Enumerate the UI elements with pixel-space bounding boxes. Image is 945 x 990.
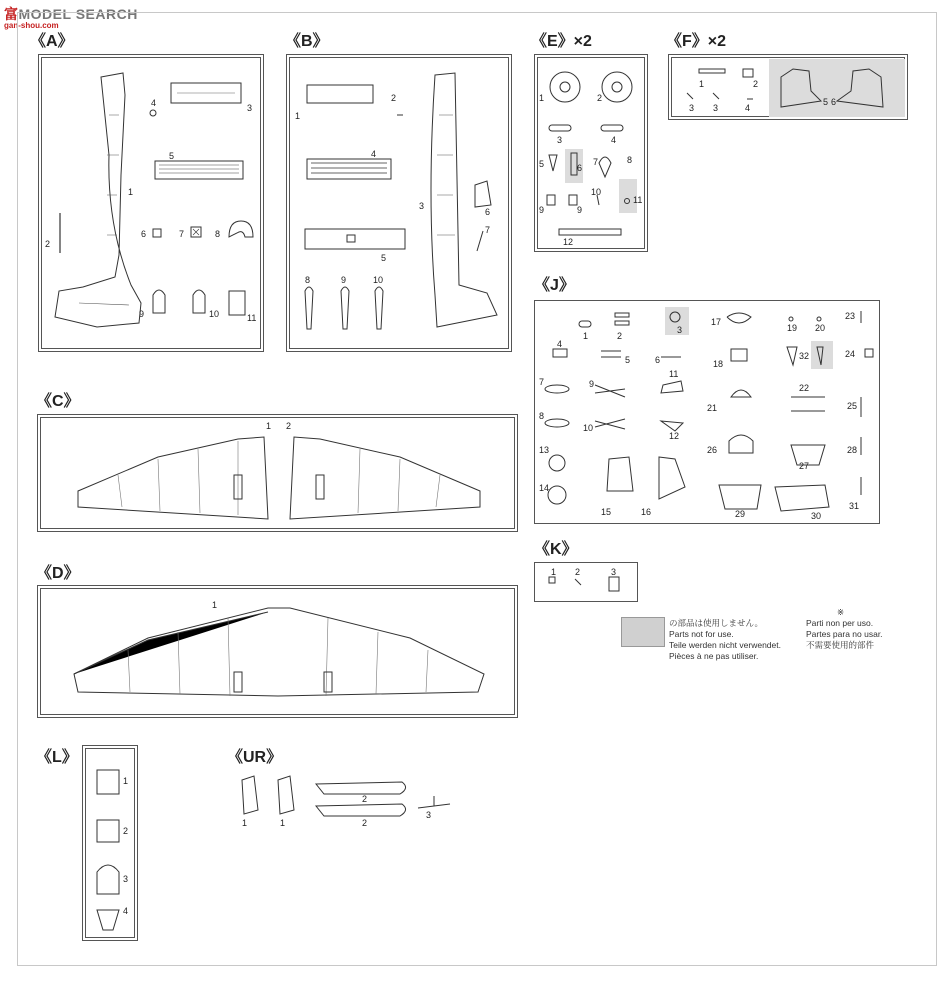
sprue-ur (230, 770, 460, 836)
part-num-j21: 21 (707, 403, 718, 413)
part-num-j1: 1 (583, 331, 589, 341)
part-num-b2: 2 (391, 93, 397, 103)
legend-line-it: Parti non per uso. (806, 618, 874, 628)
sprue-f-parts (669, 55, 909, 121)
part-num-j16: 16 (641, 507, 652, 517)
part-num-a11: 11 (247, 313, 257, 323)
part-num-j29: 29 (735, 509, 746, 519)
part-num-j9: 9 (589, 379, 595, 389)
label-sprue-e: 《E》×2 (531, 33, 592, 50)
part-num-e1: 1 (539, 93, 545, 103)
part-num-j11: 11 (669, 369, 679, 379)
legend-line-de: Teile werden nicht verwendet. (669, 640, 781, 650)
label-sprue-j: 《J》 (534, 277, 575, 294)
part-num-c2: 2 (286, 421, 292, 431)
label-sprue-l: 《L》 (36, 749, 78, 766)
part-num-j8: 8 (539, 411, 545, 421)
part-num-k3: 3 (611, 567, 617, 577)
sprue-f (668, 54, 908, 120)
legend-line-ja: の部品は使用しません。 (669, 618, 764, 628)
part-num-j19: 19 (787, 323, 798, 333)
part-num-a3: 3 (247, 103, 253, 113)
sprue-a (38, 54, 264, 352)
part-num-j20: 20 (815, 323, 826, 333)
sprue-c-parts (38, 415, 519, 533)
part-num-b1: 1 (295, 111, 301, 121)
part-num-f4: 4 (745, 103, 751, 113)
label-sprue-d: 《D》 (36, 565, 80, 582)
legend-line-es: Partes para no usar. (806, 629, 883, 639)
part-num-l2: 2 (123, 826, 129, 836)
part-num-f6: 6 (831, 97, 837, 107)
sprue-d-parts (38, 586, 519, 719)
part-num-b10: 10 (373, 275, 384, 285)
legend-line-zh: 不需要使用的部件 (806, 640, 875, 650)
part-num-l3: 3 (123, 874, 129, 884)
part-num-j7: 7 (539, 377, 545, 387)
part-num-l4: 4 (123, 906, 129, 916)
part-num-e2: 2 (597, 93, 603, 103)
part-num-f1: 1 (699, 79, 705, 89)
part-num-j32: 32 (799, 351, 810, 361)
part-num-e12: 12 (563, 237, 574, 247)
part-num-k2: 2 (575, 567, 581, 577)
part-num-e4: 4 (611, 135, 617, 145)
part-num-e10: 10 (591, 187, 602, 197)
unused-parts-swatch (621, 617, 665, 647)
part-num-e11: 11 (633, 195, 643, 205)
part-num-j2: 2 (617, 331, 623, 341)
part-num-ur2b: 2 (362, 818, 368, 828)
part-num-j6: 6 (655, 355, 661, 365)
part-num-j5: 5 (625, 355, 631, 365)
part-num-a1: 1 (128, 187, 134, 197)
part-num-j27: 27 (799, 461, 810, 471)
label-sprue-c: 《C》 (36, 393, 80, 410)
sprue-b (286, 54, 512, 352)
part-num-ur2a: 2 (362, 794, 368, 804)
part-num-a2: 2 (45, 239, 51, 249)
part-num-f2: 2 (753, 79, 759, 89)
sprue-b-parts (287, 55, 513, 353)
part-num-a5: 5 (169, 151, 175, 161)
part-num-j30: 30 (811, 511, 822, 521)
part-num-j31: 31 (849, 501, 860, 511)
legend-line-en: Parts not for use. (669, 629, 734, 639)
part-num-f5: 5 (823, 97, 829, 107)
sprue-l (82, 745, 138, 941)
sprue-j (534, 300, 880, 524)
part-num-e3: 3 (557, 135, 563, 145)
part-num-e9b: 9 (577, 205, 583, 215)
legend-line-fr: Pièces à ne pas utiliser. (669, 651, 759, 661)
sprue-l-parts (83, 746, 139, 942)
part-num-j26: 26 (707, 445, 718, 455)
part-num-e5: 5 (539, 159, 545, 169)
part-num-e7: 7 (593, 157, 599, 167)
part-num-ur3: 3 (426, 810, 432, 820)
part-num-c1: 1 (266, 421, 272, 431)
part-num-ur1a: 1 (242, 818, 248, 828)
part-num-k1: 1 (551, 567, 557, 577)
sprue-e (534, 54, 648, 252)
part-num-b4: 4 (371, 149, 377, 159)
label-sprue-ur: 《UR》 (227, 749, 283, 766)
label-sprue-f: 《F》×2 (666, 33, 727, 50)
part-num-e6: 6 (577, 163, 583, 173)
part-num-b9: 9 (341, 275, 347, 285)
part-num-j15: 15 (601, 507, 612, 517)
part-num-j25: 25 (847, 401, 858, 411)
part-num-a4: 4 (151, 98, 157, 108)
part-num-j28: 28 (847, 445, 858, 455)
sprue-c (37, 414, 518, 532)
sprue-e-parts (535, 55, 649, 253)
part-num-j3: 3 (677, 325, 683, 335)
part-num-j24: 24 (845, 349, 856, 359)
legend-mark: ※ (837, 607, 845, 617)
part-num-j4: 4 (557, 339, 563, 349)
sprue-d (37, 585, 518, 718)
part-num-b8: 8 (305, 275, 311, 285)
part-num-a8: 8 (215, 229, 221, 239)
part-num-j17: 17 (711, 317, 722, 327)
part-num-b7: 7 (485, 225, 491, 235)
part-num-j18: 18 (713, 359, 724, 369)
part-num-d1: 1 (212, 600, 218, 610)
part-num-f3a: 3 (689, 103, 695, 113)
part-num-j13: 13 (539, 445, 550, 455)
part-num-b3: 3 (419, 201, 425, 211)
part-num-ur1b: 1 (280, 818, 286, 828)
label-sprue-b: 《B》 (285, 33, 329, 50)
part-num-j23: 23 (845, 311, 856, 321)
part-num-l1: 1 (123, 776, 129, 786)
sprue-ur-parts (230, 770, 460, 836)
part-num-a6: 6 (141, 229, 147, 239)
part-num-j12: 12 (669, 431, 680, 441)
part-num-e8: 8 (627, 155, 633, 165)
watermark-sub: gan-shou.com (4, 21, 59, 30)
part-num-a9: 9 (139, 309, 145, 319)
part-num-j10: 10 (583, 423, 594, 433)
label-sprue-k: 《K》 (534, 541, 578, 558)
sprue-k (534, 562, 638, 602)
watermark: 富MODEL SEARCH (4, 6, 138, 22)
part-num-a10: 10 (209, 309, 220, 319)
part-num-j22: 22 (799, 383, 810, 393)
label-sprue-a: 《A》 (30, 33, 74, 50)
part-num-b5: 5 (381, 253, 387, 263)
part-num-j14: 14 (539, 483, 550, 493)
part-num-e9a: 9 (539, 205, 545, 215)
part-num-b6: 6 (485, 207, 491, 217)
part-num-f3b: 3 (713, 103, 719, 113)
part-num-a7: 7 (179, 229, 185, 239)
